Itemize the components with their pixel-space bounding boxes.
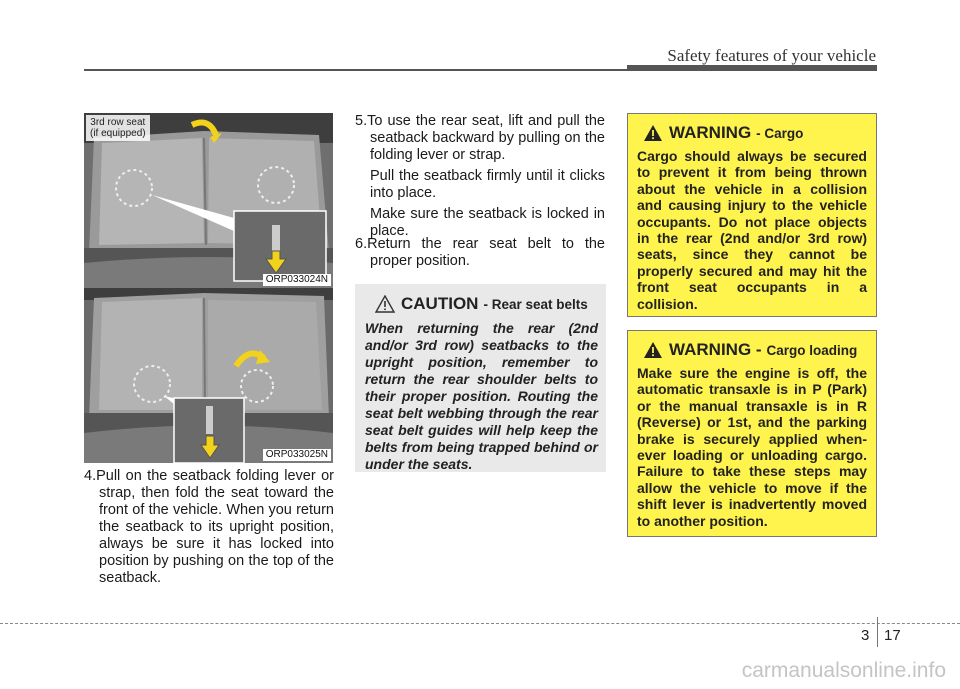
figure-caption: 3rd row seat (if equipped) [86,115,150,141]
watermark: carmanualsonline.info [741,659,946,682]
figure-code: ORP033025N [263,449,331,461]
step-6-text: 6.Return the rear seat belt to the proper position. [355,236,605,269]
warning-subtitle: Cargo loading [766,342,858,358]
page-number: 17 [884,627,901,644]
warning-box-cargo-loading [627,330,877,537]
figure-code: ORP033024N [263,274,331,286]
caution-box [355,284,606,472]
warning-triangle-icon [643,124,663,142]
figure-seat-folded-3rd-row [84,113,333,288]
step-5-sub-2: Make sure the seatback is locked in place. [370,206,605,239]
footer-rule [0,623,960,624]
step-5-sub-1: Pull the seatback firmly until it clicks into place. [370,168,605,201]
warning-title: WARNING [669,123,752,142]
warning-text: Make sure the engine is off, the automatic transaxle is in P (Park) or the manual transaxle is in R (Reverse) or 1st, and the parking brake is securely applied when-ever loading or unloading cargo. Failure to take these steps may allow the vehicle to move if the shift lever is inadvertently moved to another position. [637,365,867,529]
caution-subtitle: - Rear seat belts [483,296,588,312]
footer-divider [877,617,878,647]
section-title: Safety features of your vehicle [667,46,876,65]
caution-triangle-icon [375,295,395,313]
warning-subtitle: - Cargo [756,125,804,141]
step-5-block [355,113,605,244]
caution-title: CAUTION [401,294,479,313]
warning-box-cargo [627,113,877,317]
chapter-number: 3 [861,627,870,644]
step-5-text: 5.To use the rear seat, lift and pull the seatback backward by pulling on the folding lever or strap. [355,113,605,163]
warning-title: WARNING - [669,340,762,359]
step-4-text: 4.Pull on the seatback folding lever or strap, then fold the seat toward the front of the vehicle. When you return the seatback to its upright position, always be sure it has locked into position by pushing on the top of the seatback. [84,468,334,586]
caution-heading [365,294,598,314]
caution-text: When returning the rear (2nd and/or 3rd row) seatbacks to the upright position, remember to return the rear shoulder belts to their proper position. Routing the seat belt webbing through the rear seat belt guides will help keep the belts from being trapped behind or under the seats. [365,320,598,472]
seat-photo-2 [84,288,333,463]
figure-seat-upright [84,288,333,463]
warning-heading [637,340,867,360]
warning-heading [637,123,867,143]
warning-triangle-icon [643,341,663,359]
header-bar [627,65,877,71]
warning-text: Cargo should always be secured to prevent it from being thrown about the vehicle in a collision and causing injury to the vehicle occupants. Do not place objects in the rear (2nd and/or 3rd row) seats, since they cannot be properly secured and may hit the front seat occupants in a collision. [637,148,867,312]
